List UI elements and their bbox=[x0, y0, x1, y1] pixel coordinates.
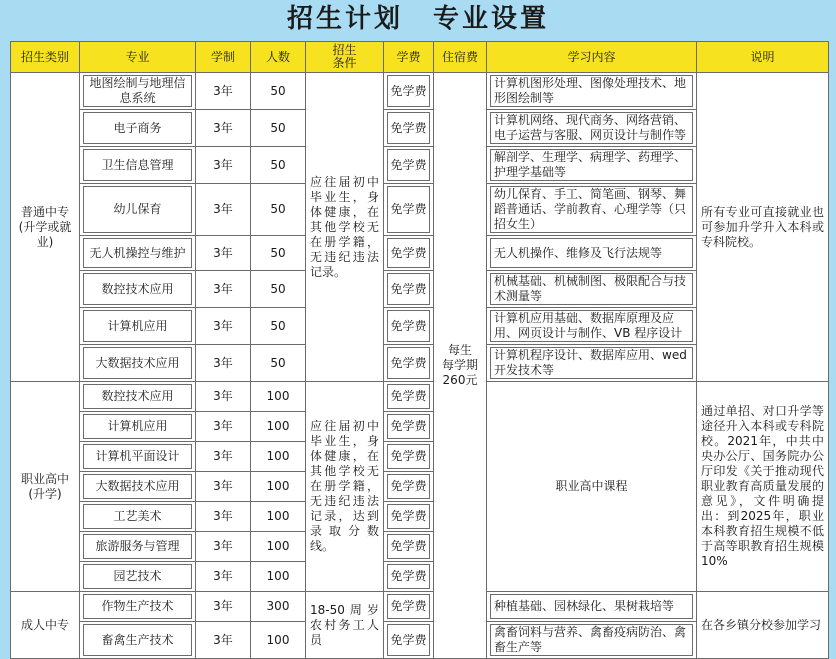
header-boarding: 住宿费 bbox=[434, 42, 487, 73]
tuition-value: 免学费 bbox=[387, 149, 430, 181]
major-name: 旅游服务与管理 bbox=[83, 534, 192, 559]
major-cell bbox=[80, 532, 196, 562]
category-cell: 成人中专 bbox=[11, 592, 80, 659]
header-row bbox=[11, 42, 829, 73]
tuition-value: 免学费 bbox=[387, 414, 430, 439]
count-cell: 50 bbox=[251, 73, 306, 110]
tuition-value: 免学费 bbox=[387, 347, 430, 379]
content-text: 禽畜饲料与营养、禽畜疫病防治、禽畜生产等 bbox=[490, 624, 693, 656]
count-cell: 50 bbox=[251, 236, 306, 271]
count-cell: 100 bbox=[251, 502, 306, 532]
tuition-value: 免学费 bbox=[387, 186, 430, 233]
tuition-value: 免学费 bbox=[387, 384, 430, 409]
major-cell bbox=[80, 622, 196, 659]
tuition-cell bbox=[384, 622, 434, 659]
major-cell bbox=[80, 73, 196, 110]
count-cell: 50 bbox=[251, 271, 306, 308]
years-cell: 3年 bbox=[196, 532, 251, 562]
major-name: 园艺技术 bbox=[83, 564, 192, 589]
table-row bbox=[11, 382, 829, 412]
content-text: 机械基础、机械制图、极限配合与技术测量等 bbox=[490, 273, 693, 305]
header-condition: 招生 条件 bbox=[306, 42, 384, 73]
years-cell: 3年 bbox=[196, 184, 251, 236]
major-name: 畜禽生产技术 bbox=[83, 624, 192, 656]
major-name: 地图绘制与地理信息系统 bbox=[83, 75, 192, 107]
major-cell bbox=[80, 382, 196, 412]
tuition-value: 免学费 bbox=[387, 564, 430, 589]
major-name: 计算机应用 bbox=[83, 414, 192, 439]
count-cell: 100 bbox=[251, 382, 306, 412]
content-cell bbox=[487, 236, 697, 271]
major-cell bbox=[80, 345, 196, 382]
years-cell: 3年 bbox=[196, 308, 251, 345]
content-text: 计算机应用基础、数据库原理及应用、网页设计与制作、VB 程序设计 bbox=[490, 310, 693, 342]
count-cell: 100 bbox=[251, 532, 306, 562]
major-name: 工艺美术 bbox=[83, 504, 192, 529]
tuition-value: 免学费 bbox=[387, 594, 430, 619]
major-name: 大数据技术应用 bbox=[83, 347, 192, 379]
boarding-fee-cell: 每生 每学期 260元 bbox=[434, 73, 487, 659]
tuition-value: 免学费 bbox=[387, 112, 430, 144]
tuition-cell bbox=[384, 382, 434, 412]
major-name: 大数据技术应用 bbox=[83, 474, 192, 499]
tuition-cell bbox=[384, 73, 434, 110]
years-cell: 3年 bbox=[196, 562, 251, 592]
years-cell: 3年 bbox=[196, 472, 251, 502]
major-cell bbox=[80, 562, 196, 592]
years-cell: 3年 bbox=[196, 73, 251, 110]
major-cell bbox=[80, 472, 196, 502]
enrollment-table bbox=[10, 41, 829, 659]
years-cell: 3年 bbox=[196, 110, 251, 147]
header-major: 专业 bbox=[80, 42, 196, 73]
header-category: 招生类别 bbox=[11, 42, 80, 73]
count-cell: 50 bbox=[251, 110, 306, 147]
tuition-cell bbox=[384, 308, 434, 345]
major-cell bbox=[80, 502, 196, 532]
condition-cell: 18-50周岁农村务工人员 bbox=[306, 592, 384, 659]
years-cell: 3年 bbox=[196, 502, 251, 532]
major-cell bbox=[80, 110, 196, 147]
major-name: 幼儿保育 bbox=[83, 186, 192, 233]
years-cell: 3年 bbox=[196, 622, 251, 659]
header-content: 学习内容 bbox=[487, 42, 697, 73]
tuition-value: 免学费 bbox=[387, 504, 430, 529]
content-text: 幼儿保育、手工、简笔画、钢琴、舞蹈普通话、学前教育、心理学等（只招女生） bbox=[490, 186, 693, 233]
header-tuition: 学费 bbox=[384, 42, 434, 73]
count-cell: 100 bbox=[251, 622, 306, 659]
tuition-value: 免学费 bbox=[387, 624, 430, 656]
header-note: 说明 bbox=[697, 42, 829, 73]
content-text: 解剖学、生理学、病理学、药理学、护理学基础等 bbox=[490, 149, 693, 181]
major-cell bbox=[80, 442, 196, 472]
major-cell bbox=[80, 592, 196, 622]
tuition-value: 免学费 bbox=[387, 444, 430, 469]
tuition-cell bbox=[384, 442, 434, 472]
tuition-value: 免学费 bbox=[387, 310, 430, 342]
content-cell bbox=[487, 184, 697, 236]
major-cell bbox=[80, 236, 196, 271]
condition-cell: 应往届初中毕业生，身体健康，在其他学校无在册学籍，无违纪违法记录。 bbox=[306, 73, 384, 382]
content-cell bbox=[487, 592, 697, 622]
count-cell: 100 bbox=[251, 442, 306, 472]
years-cell: 3年 bbox=[196, 147, 251, 184]
content-text: 计算机网络、现代商务、网络营销、电子运营与客服、网页设计与制作等 bbox=[490, 112, 693, 144]
tuition-value: 免学费 bbox=[387, 474, 430, 499]
years-cell: 3年 bbox=[196, 345, 251, 382]
tuition-cell bbox=[384, 562, 434, 592]
content-cell bbox=[487, 345, 697, 382]
count-cell: 100 bbox=[251, 472, 306, 502]
note-cell: 所有专业可直接就业也可参加升学升入本科或专科院校。 bbox=[697, 73, 829, 382]
major-name: 电子商务 bbox=[83, 112, 192, 144]
tuition-cell bbox=[384, 345, 434, 382]
tuition-value: 免学费 bbox=[387, 238, 430, 268]
count-cell: 100 bbox=[251, 412, 306, 442]
major-name: 计算机应用 bbox=[83, 310, 192, 342]
tuition-cell bbox=[384, 271, 434, 308]
count-cell: 100 bbox=[251, 562, 306, 592]
major-name: 无人机操控与维护 bbox=[83, 238, 192, 268]
major-name: 数控技术应用 bbox=[83, 273, 192, 305]
major-name: 卫生信息管理 bbox=[83, 149, 192, 181]
count-cell: 300 bbox=[251, 592, 306, 622]
years-cell: 3年 bbox=[196, 236, 251, 271]
count-cell: 50 bbox=[251, 308, 306, 345]
tuition-cell bbox=[384, 412, 434, 442]
content-cell bbox=[487, 147, 697, 184]
major-cell bbox=[80, 184, 196, 236]
years-cell: 3年 bbox=[196, 382, 251, 412]
count-cell: 50 bbox=[251, 345, 306, 382]
years-cell: 3年 bbox=[196, 412, 251, 442]
content-text: 种植基础、园林绿化、果树栽培等 bbox=[490, 594, 693, 619]
tuition-value: 免学费 bbox=[387, 75, 430, 107]
content-text: 计算机图形处理、图像处理技术、地形图绘制等 bbox=[490, 75, 693, 107]
content-cell bbox=[487, 308, 697, 345]
tuition-value: 免学费 bbox=[387, 534, 430, 559]
tuition-cell bbox=[384, 110, 434, 147]
major-name: 计算机平面设计 bbox=[83, 444, 192, 469]
header-years: 学制 bbox=[196, 42, 251, 73]
category-cell: 职业高中 (升学) bbox=[11, 382, 80, 592]
content-text: 无人机操作、维修及飞行法规等 bbox=[490, 238, 693, 268]
category-cell: 普通中专 (升学或就业) bbox=[11, 73, 80, 382]
tuition-cell bbox=[384, 184, 434, 236]
content-text: 计算机程序设计、数据库应用、wed开发技术等 bbox=[490, 347, 693, 379]
header-count: 人数 bbox=[251, 42, 306, 73]
count-cell: 50 bbox=[251, 147, 306, 184]
content-cell bbox=[487, 622, 697, 659]
table-row bbox=[11, 73, 829, 110]
tuition-cell bbox=[384, 502, 434, 532]
tuition-cell bbox=[384, 472, 434, 502]
major-cell bbox=[80, 308, 196, 345]
major-cell bbox=[80, 271, 196, 308]
tuition-cell bbox=[384, 592, 434, 622]
page-title: 招生计划 专业设置 bbox=[286, 4, 550, 34]
condition-cell: 应往届初中毕业生，身体健康，在其他学校无在册学籍，无违纪违法记录，达到录取分数线。 bbox=[306, 382, 384, 592]
major-cell bbox=[80, 147, 196, 184]
major-cell bbox=[80, 412, 196, 442]
content-cell bbox=[487, 271, 697, 308]
content-cell: 职业高中课程 bbox=[487, 382, 697, 592]
tuition-cell bbox=[384, 236, 434, 271]
years-cell: 3年 bbox=[196, 592, 251, 622]
years-cell: 3年 bbox=[196, 442, 251, 472]
tuition-cell bbox=[384, 532, 434, 562]
years-cell: 3年 bbox=[196, 271, 251, 308]
tuition-cell bbox=[384, 147, 434, 184]
content-cell bbox=[487, 73, 697, 110]
note-cell: 在各乡镇分校参加学习 bbox=[697, 592, 829, 659]
tuition-value: 免学费 bbox=[387, 273, 430, 305]
major-name: 作物生产技术 bbox=[83, 594, 192, 619]
content-cell bbox=[487, 110, 697, 147]
major-name: 数控技术应用 bbox=[83, 384, 192, 409]
table-row bbox=[11, 592, 829, 622]
count-cell: 50 bbox=[251, 184, 306, 236]
note-cell: 通过单招、对口升学等途径升入本科或专科院校。2021年，中共中央办公厅、国务院办公厅印发《关于推动现代职业教育高质量发展的意见》，文件明确提出：到2025年，职业本科教育招生规模不低于高等职教育招生规模10% bbox=[697, 382, 829, 592]
